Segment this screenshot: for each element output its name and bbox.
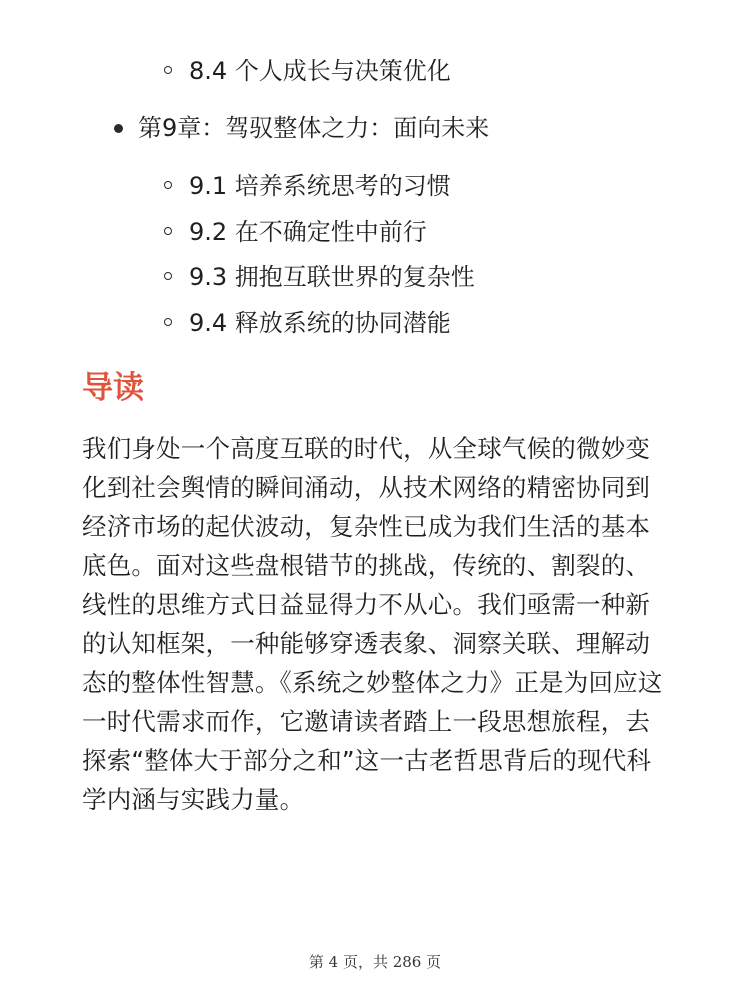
toc-item-9-3[interactable]: 9.3 拥抱互联世界的复杂性: [164, 265, 475, 289]
toc-item-8-4[interactable]: 8.4 个人成长与决策优化: [164, 59, 451, 83]
intro-paragraph: 我们身处一个高度互联的时代，从全球气候的微妙变化到社会舆情的瞬间涌动，从技术网络的精密协同到经济市场的起伏波动，复杂性已成为我们生活的基本底色。面对这些盘根错节的挑战，传统的、割裂的、线性的思维方式日益显得力不从心。我们亟需一种新的认知框架，一种能够穿透表象、洞察关联、理解动态的整体性智慧。《系统之妙整体之力》正是为回应这一时代需求而作，它邀请读者踏上一段思想旅程，去探索“整体大于部分之和”这一古老哲思背后的现代科学内涵与实践力量。: [82, 434, 663, 814]
toc-item-9-1[interactable]: 9.1 培养系统思考的习惯: [164, 174, 475, 198]
toc-sublist-chapter-9: [164, 174, 475, 356]
toc-item-9-4[interactable]: 9.4 释放系统的协同潜能: [164, 311, 475, 335]
toc-item-9-2[interactable]: 9.2 在不确定性中前行: [164, 220, 475, 244]
section-heading: 导读: [82, 370, 144, 406]
page-number: 第 4 页，共 286 页: [308, 953, 442, 971]
toc-sublist-chapter-8: [164, 59, 451, 105]
toc-chapter-9[interactable]: 第9章：驾驭整体之力：面向未来: [114, 116, 489, 140]
